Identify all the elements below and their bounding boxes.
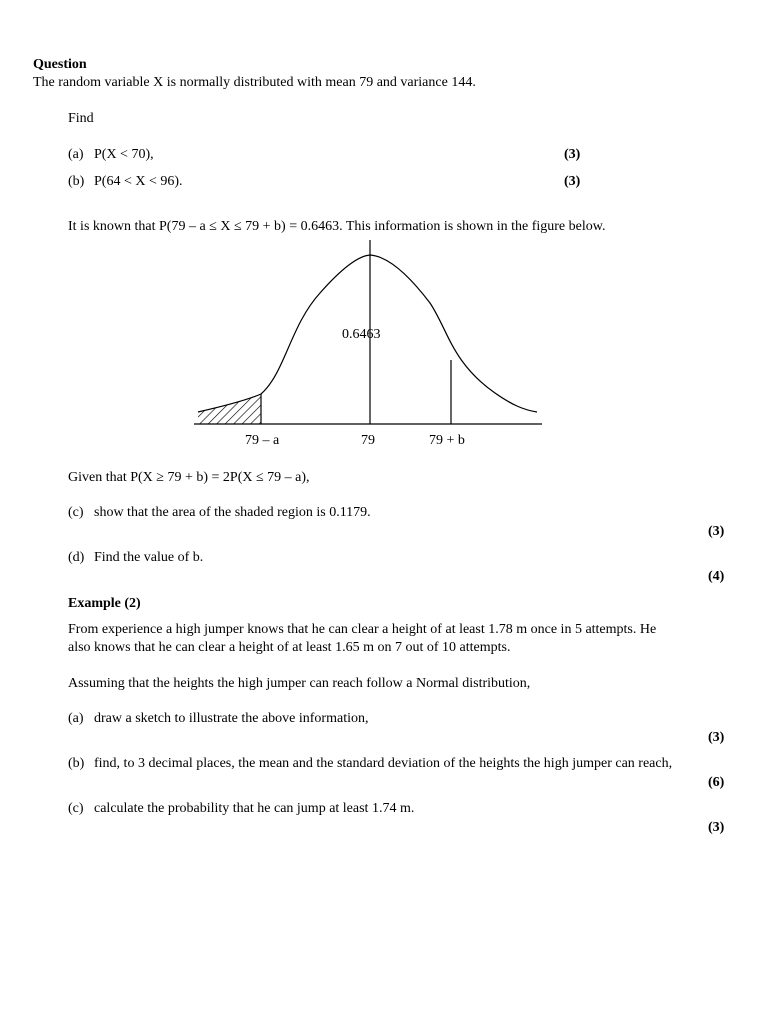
example-line-1: From experience a high jumper knows that he can clear a height of at least 1.78 m once in 5 attempts. He bbox=[68, 622, 657, 637]
part-a-label: (a) bbox=[68, 147, 84, 162]
ex-part-c-label: (c) bbox=[68, 801, 84, 816]
tick-label-upper: 79 + b bbox=[429, 433, 465, 448]
ex-part-b-marks: (6) bbox=[708, 775, 725, 790]
part-c-label: (c) bbox=[68, 505, 84, 520]
part-b-label: (b) bbox=[68, 174, 85, 189]
example-line-2: also knows that he can clear a height of at least 1.65 m on 7 out of 10 attempts. bbox=[68, 640, 511, 655]
tick-label-mean: 79 bbox=[361, 433, 375, 448]
ex-part-a-text: draw a sketch to illustrate the above information, bbox=[94, 711, 369, 726]
part-b-text: P(64 < X < 96). bbox=[94, 174, 183, 189]
part-a-text: P(X < 70), bbox=[94, 147, 154, 162]
part-c-marks: (3) bbox=[708, 524, 725, 539]
ex-part-b-text: find, to 3 decimal places, the mean and the standard deviation of the heights the high jumper can reach, bbox=[94, 756, 673, 771]
ex-part-c-marks: (3) bbox=[708, 820, 725, 835]
part-d-text: Find the value of b. bbox=[94, 550, 204, 565]
normal-distribution-figure bbox=[190, 238, 550, 452]
ex-part-a-label: (a) bbox=[68, 711, 84, 726]
shaded-region bbox=[198, 394, 261, 424]
info-text: It is known that P(79 – a ≤ X ≤ 79 + b) = 0.6463. This information is shown in the figure below. bbox=[68, 219, 606, 234]
part-d-label: (d) bbox=[68, 550, 85, 565]
area-label: 0.6463 bbox=[342, 327, 381, 342]
ex-part-a-marks: (3) bbox=[708, 730, 725, 745]
part-d-marks: (4) bbox=[708, 569, 725, 584]
example-heading: Example (2) bbox=[68, 596, 141, 611]
part-c-text: show that the area of the shaded region is 0.1179. bbox=[94, 505, 371, 520]
ex-part-c-text: calculate the probability that he can jump at least 1.74 m. bbox=[94, 801, 415, 816]
given-text: Given that P(X ≥ 79 + b) = 2P(X ≤ 79 – a), bbox=[68, 470, 310, 485]
ex-part-b-label: (b) bbox=[68, 756, 85, 771]
part-b-marks: (3) bbox=[564, 174, 581, 189]
question-intro: The random variable X is normally distributed with mean 79 and variance 144. bbox=[33, 75, 476, 90]
tick-label-lower: 79 – a bbox=[245, 433, 280, 448]
question-heading: Question bbox=[33, 57, 87, 72]
find-label: Find bbox=[68, 111, 94, 126]
assumption-text: Assuming that the heights the high jumper can reach follow a Normal distribution, bbox=[68, 676, 531, 691]
part-a-marks: (3) bbox=[564, 147, 581, 162]
